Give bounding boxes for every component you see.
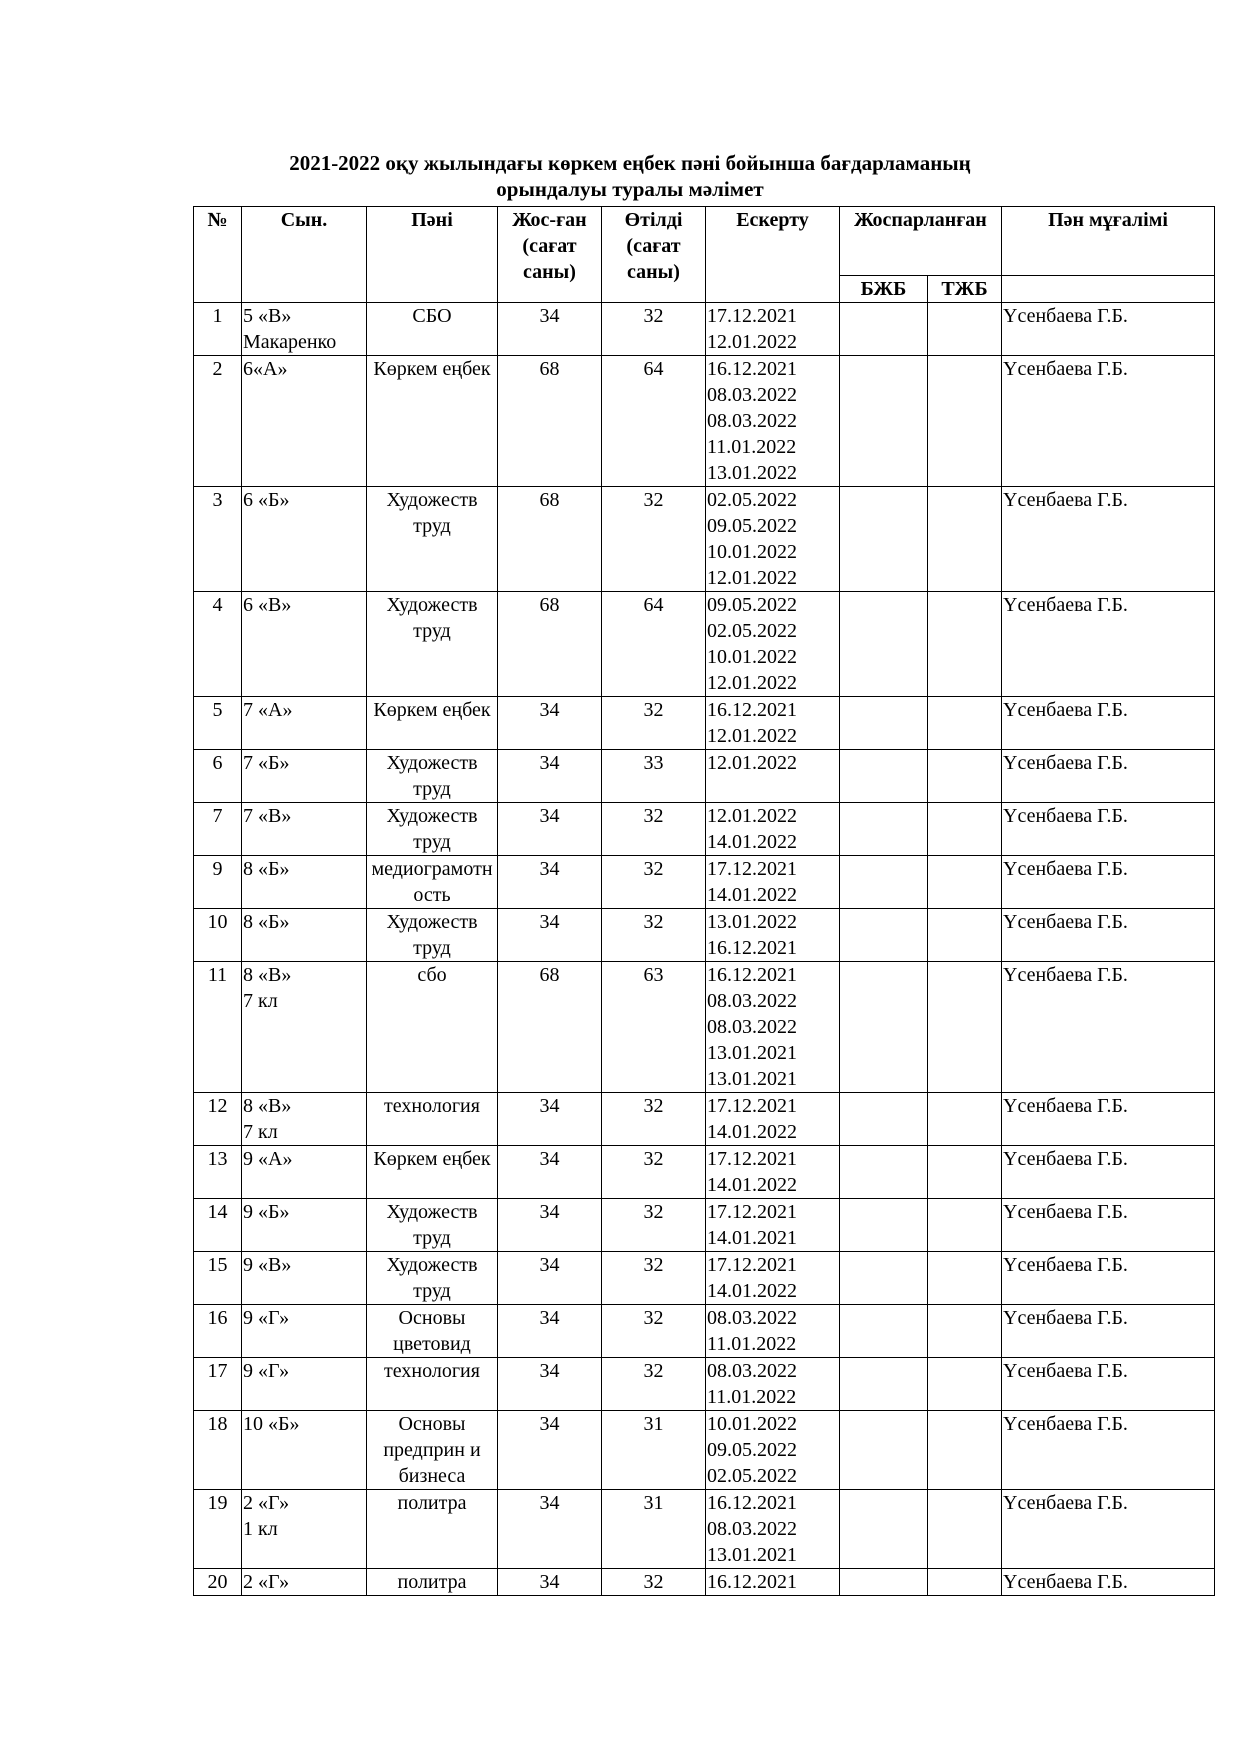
row-note-cell: 17.12.2021 14.01.2021 [706,1199,840,1252]
header-teacher: Пән мұғалімі [1002,207,1215,276]
row-planned-hours-cell: 34 [498,856,602,909]
row-teacher-cell: Үсенбаева Г.Б. [1002,1199,1215,1252]
row-completed-hours-cell: 31 [602,1490,706,1569]
row-planned-hours-cell: 34 [498,1305,602,1358]
row-bjb-cell [840,1305,928,1358]
row-tjb-cell [928,356,1002,487]
row-completed-hours-cell: 32 [602,1252,706,1305]
row-note-cell: 10.01.2022 09.05.2022 02.05.2022 [706,1411,840,1490]
header-teacher-blank [1002,276,1215,303]
row-planned-hours-cell: 34 [498,909,602,962]
row-completed-hours-cell: 64 [602,592,706,697]
row-completed-hours-cell: 32 [602,1146,706,1199]
row-planned-hours-cell: 68 [498,487,602,592]
row-note-cell: 17.12.2021 14.01.2022 [706,1252,840,1305]
row-planned-hours-cell: 34 [498,750,602,803]
row-teacher-cell: Үсенбаева Г.Б. [1002,487,1215,592]
row-subject-cell: Көркем еңбек [367,356,498,487]
row-class-cell: 9 «Г» [242,1305,367,1358]
row-bjb-cell [840,592,928,697]
row-number-cell: 7 [194,803,242,856]
row-planned-hours-cell: 34 [498,1358,602,1411]
row-teacher-cell: Үсенбаева Г.Б. [1002,856,1215,909]
row-teacher-cell: Үсенбаева Г.Б. [1002,356,1215,487]
row-teacher-cell: Үсенбаева Г.Б. [1002,1252,1215,1305]
row-bjb-cell [840,356,928,487]
row-subject-cell: политра [367,1490,498,1569]
row-tjb-cell [928,1093,1002,1146]
table-row [194,909,1215,962]
table-row [194,592,1215,697]
header-number: № [194,207,242,303]
table-row [194,803,1215,856]
row-teacher-cell: Үсенбаева Г.Б. [1002,909,1215,962]
row-number-cell: 12 [194,1093,242,1146]
row-teacher-cell: Үсенбаева Г.Б. [1002,750,1215,803]
header-completed-hours: Өтілді (сағат саны) [602,207,706,303]
row-planned-hours-cell: 34 [498,1093,602,1146]
row-tjb-cell [928,803,1002,856]
table-row [194,1569,1215,1596]
row-tjb-cell [928,909,1002,962]
row-planned-hours-cell: 34 [498,1146,602,1199]
row-class-cell: 10 «Б» [242,1411,367,1490]
row-tjb-cell [928,962,1002,1093]
row-planned-hours-cell: 34 [498,1411,602,1490]
row-completed-hours-cell: 32 [602,856,706,909]
row-teacher-cell: Үсенбаева Г.Б. [1002,1490,1215,1569]
row-bjb-cell [840,962,928,1093]
row-subject-cell: Көркем еңбек [367,1146,498,1199]
row-tjb-cell [928,697,1002,750]
row-class-cell: 9 «Г» [242,1358,367,1411]
row-tjb-cell [928,1305,1002,1358]
row-note-cell: 17.12.2021 14.01.2022 [706,1093,840,1146]
row-bjb-cell [840,909,928,962]
header-tjb: ТЖБ [928,276,1002,303]
row-note-cell: 13.01.2022 16.12.2021 [706,909,840,962]
row-teacher-cell: Үсенбаева Г.Б. [1002,803,1215,856]
row-number-cell: 4 [194,592,242,697]
row-number-cell: 5 [194,697,242,750]
row-tjb-cell [928,750,1002,803]
row-planned-hours-cell: 34 [498,1569,602,1596]
row-teacher-cell: Үсенбаева Г.Б. [1002,697,1215,750]
row-number-cell: 16 [194,1305,242,1358]
row-number-cell: 9 [194,856,242,909]
row-tjb-cell [928,303,1002,356]
table-row [194,1093,1215,1146]
row-number-cell: 17 [194,1358,242,1411]
row-note-cell: 17.12.2021 12.01.2022 [706,303,840,356]
row-subject-cell: Основы предприн и бизнеса [367,1411,498,1490]
row-note-cell: 17.12.2021 14.01.2022 [706,856,840,909]
row-planned-hours-cell: 34 [498,697,602,750]
row-bjb-cell [840,697,928,750]
row-note-cell: 16.12.2021 12.01.2022 [706,697,840,750]
row-subject-cell: Художеств труд [367,803,498,856]
table-row [194,487,1215,592]
row-note-cell: 16.12.2021 08.03.2022 13.01.2021 [706,1490,840,1569]
row-completed-hours-cell: 32 [602,487,706,592]
row-planned-hours-cell: 34 [498,803,602,856]
row-completed-hours-cell: 32 [602,803,706,856]
table-row [194,856,1215,909]
row-number-cell: 6 [194,750,242,803]
table-row [194,1490,1215,1569]
table-body [194,303,1215,1596]
row-planned-hours-cell: 68 [498,592,602,697]
row-bjb-cell [840,750,928,803]
row-number-cell: 1 [194,303,242,356]
row-subject-cell: Художеств труд [367,909,498,962]
row-completed-hours-cell: 32 [602,1199,706,1252]
row-teacher-cell: Үсенбаева Г.Б. [1002,1569,1215,1596]
row-bjb-cell [840,803,928,856]
row-tjb-cell [928,1411,1002,1490]
row-tjb-cell [928,1199,1002,1252]
row-number-cell: 14 [194,1199,242,1252]
row-note-cell: 12.01.2022 14.01.2022 [706,803,840,856]
row-completed-hours-cell: 32 [602,1093,706,1146]
row-note-cell: 12.01.2022 [706,750,840,803]
row-bjb-cell [840,856,928,909]
title-line-2: орындалуы туралы мәлімет [496,177,764,201]
row-subject-cell: технология [367,1093,498,1146]
row-teacher-cell: Үсенбаева Г.Б. [1002,303,1215,356]
row-number-cell: 20 [194,1569,242,1596]
row-teacher-cell: Үсенбаева Г.Б. [1002,1305,1215,1358]
row-tjb-cell [928,1358,1002,1411]
row-teacher-cell: Үсенбаева Г.Б. [1002,962,1215,1093]
row-planned-hours-cell: 68 [498,962,602,1093]
row-completed-hours-cell: 32 [602,303,706,356]
row-bjb-cell [840,1146,928,1199]
row-note-cell: 16.12.2021 [706,1569,840,1596]
row-number-cell: 2 [194,356,242,487]
row-class-cell: 6 «Б» [242,487,367,592]
row-completed-hours-cell: 33 [602,750,706,803]
row-class-cell: 6«А» [242,356,367,487]
row-subject-cell: Художеств труд [367,750,498,803]
row-number-cell: 10 [194,909,242,962]
row-planned-hours-cell: 34 [498,303,602,356]
row-completed-hours-cell: 32 [602,697,706,750]
title-line-1: 2021-2022 оқу жылындағы көркем еңбек пәні бойынша бағдарламаның [289,151,971,175]
table-row [194,1199,1215,1252]
row-number-cell: 3 [194,487,242,592]
header-planned-hours: Жос-ған (сағат саны) [498,207,602,303]
table-row [194,1252,1215,1305]
table-row [194,1411,1215,1490]
row-bjb-cell [840,1569,928,1596]
table-row [194,750,1215,803]
row-bjb-cell [840,1252,928,1305]
row-subject-cell: Художеств труд [367,1199,498,1252]
row-note-cell: 17.12.2021 14.01.2022 [706,1146,840,1199]
row-bjb-cell [840,1358,928,1411]
row-teacher-cell: Үсенбаева Г.Б. [1002,1146,1215,1199]
row-tjb-cell [928,1146,1002,1199]
row-planned-hours-cell: 34 [498,1199,602,1252]
row-subject-cell: Көркем еңбек [367,697,498,750]
table-row [194,1146,1215,1199]
row-number-cell: 18 [194,1411,242,1490]
row-tjb-cell [928,487,1002,592]
row-tjb-cell [928,856,1002,909]
row-subject-cell: сбо [367,962,498,1093]
header-class: Сын. [242,207,367,303]
row-completed-hours-cell: 64 [602,356,706,487]
table-row [194,697,1215,750]
row-bjb-cell [840,1093,928,1146]
header-note: Ескерту [706,207,840,303]
table-row [194,962,1215,1093]
row-teacher-cell: Үсенбаева Г.Б. [1002,592,1215,697]
row-class-cell: 7 «Б» [242,750,367,803]
row-class-cell: 9 «В» [242,1252,367,1305]
row-subject-cell: медиограмотн ость [367,856,498,909]
row-planned-hours-cell: 34 [498,1252,602,1305]
row-completed-hours-cell: 32 [602,909,706,962]
header-subject: Пәні [367,207,498,303]
row-planned-hours-cell: 34 [498,1490,602,1569]
row-class-cell: 8 «Б» [242,909,367,962]
row-completed-hours-cell: 32 [602,1358,706,1411]
row-note-cell: 16.12.2021 08.03.2022 08.03.2022 11.01.2022 13.01.2022 [706,356,840,487]
row-completed-hours-cell: 32 [602,1305,706,1358]
row-completed-hours-cell: 32 [602,1569,706,1596]
table-row [194,356,1215,487]
row-teacher-cell: Үсенбаева Г.Б. [1002,1358,1215,1411]
row-bjb-cell [840,487,928,592]
row-subject-cell: Художеств труд [367,1252,498,1305]
row-subject-cell: Основы цветовид [367,1305,498,1358]
row-class-cell: 8 «В» 7 кл [242,962,367,1093]
row-class-cell: 7 «В» [242,803,367,856]
row-note-cell: 02.05.2022 09.05.2022 10.01.2022 12.01.2022 [706,487,840,592]
row-subject-cell: Художеств труд [367,592,498,697]
row-number-cell: 19 [194,1490,242,1569]
row-tjb-cell [928,1569,1002,1596]
row-bjb-cell [840,1199,928,1252]
row-class-cell: 6 «В» [242,592,367,697]
row-class-cell: 7 «А» [242,697,367,750]
row-completed-hours-cell: 63 [602,962,706,1093]
row-note-cell: 08.03.2022 11.01.2022 [706,1305,840,1358]
row-number-cell: 11 [194,962,242,1093]
document-title [170,150,1090,202]
row-class-cell: 8 «Б» [242,856,367,909]
row-class-cell: 9 «А» [242,1146,367,1199]
row-class-cell: 5 «В» Макаренко [242,303,367,356]
row-subject-cell: технология [367,1358,498,1411]
row-class-cell: 9 «Б» [242,1199,367,1252]
row-note-cell: 16.12.2021 08.03.2022 08.03.2022 13.01.2021 13.01.2021 [706,962,840,1093]
row-tjb-cell [928,1490,1002,1569]
table-row [194,1305,1215,1358]
row-teacher-cell: Үсенбаева Г.Б. [1002,1411,1215,1490]
row-number-cell: 15 [194,1252,242,1305]
table-row [194,303,1215,356]
row-subject-cell: СБО [367,303,498,356]
row-bjb-cell [840,1490,928,1569]
row-bjb-cell [840,1411,928,1490]
row-number-cell: 13 [194,1146,242,1199]
row-subject-cell: Художеств труд [367,487,498,592]
row-bjb-cell [840,303,928,356]
row-teacher-cell: Үсенбаева Г.Б. [1002,1093,1215,1146]
row-subject-cell: политра [367,1569,498,1596]
header-bjb: БЖБ [840,276,928,303]
row-completed-hours-cell: 31 [602,1411,706,1490]
row-class-cell: 8 «В» 7 кл [242,1093,367,1146]
table-row [194,1358,1215,1411]
header-planned: Жоспарланған [840,207,1002,276]
row-class-cell: 2 «Г» 1 кл [242,1490,367,1569]
program-completion-table [193,206,1215,1596]
row-planned-hours-cell: 68 [498,356,602,487]
row-note-cell: 09.05.2022 02.05.2022 10.01.2022 12.01.2022 [706,592,840,697]
row-class-cell: 2 «Г» [242,1569,367,1596]
row-tjb-cell [928,1252,1002,1305]
row-tjb-cell [928,592,1002,697]
row-note-cell: 08.03.2022 11.01.2022 [706,1358,840,1411]
